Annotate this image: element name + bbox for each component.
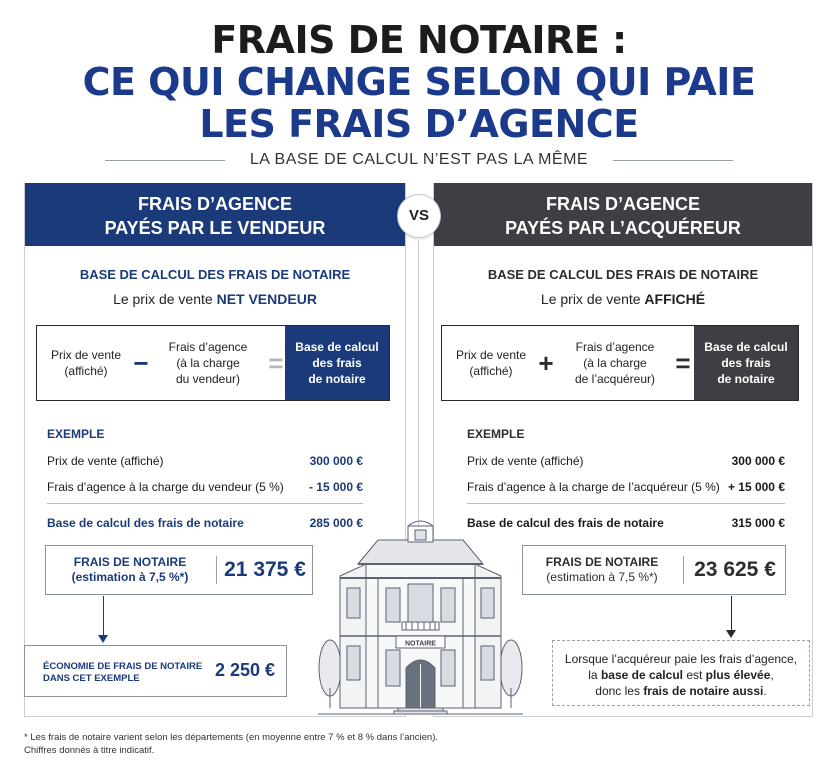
buyer-header-line1: FRAIS D’AGENCE bbox=[545, 194, 700, 214]
seller-arrow-line bbox=[103, 596, 104, 636]
row-label: Prix de vente (affiché) bbox=[47, 454, 164, 468]
row-label: Frais d’agence à la charge de l’acquéreur (5 %) bbox=[467, 480, 720, 494]
vs-badge: VS bbox=[397, 194, 441, 238]
row-label: Prix de vente (affiché) bbox=[467, 454, 584, 468]
seller-total-rule bbox=[47, 503, 363, 504]
savings-label-l2: DANS CET EXEMPLE bbox=[43, 673, 140, 684]
footnote-line-1: * Les frais de notaire varient selon les départements (en moyenne entre 7 % et 8 % dans l’ancien). bbox=[24, 732, 439, 743]
seller-header-line2: PAYÉS PAR LE VENDEUR bbox=[104, 218, 326, 238]
seller-formula-agency-l2: (à la charge bbox=[176, 356, 240, 370]
seller-result-l2: des frais bbox=[312, 356, 362, 370]
row-label: Base de calcul des frais de notaire bbox=[467, 516, 664, 530]
note-line-2 bbox=[553, 667, 809, 683]
savings-label-l1: ÉCONOMIE DE FRAIS DE NOTAIRE bbox=[43, 661, 203, 672]
buyer-row-price bbox=[467, 454, 785, 470]
footnote bbox=[24, 731, 438, 757]
row-value: + 15 000 € bbox=[727, 480, 785, 494]
seller-base-sub-bold: NET VENDEUR bbox=[216, 291, 317, 307]
plus-operator: + bbox=[538, 347, 554, 378]
buyer-example-title: EXEMPLE bbox=[467, 427, 525, 441]
buyer-formula-result bbox=[694, 326, 798, 400]
seller-result-l3: de notaire bbox=[308, 372, 366, 386]
seller-example-title: EXEMPLE bbox=[47, 427, 105, 441]
buyer-formula-price-l2: (affiché) bbox=[469, 364, 513, 378]
buyer-base-sub-prefix: Le prix de vente bbox=[540, 291, 645, 307]
note-l2-prefix: la bbox=[588, 668, 601, 682]
seller-arrow-head bbox=[98, 635, 108, 643]
row-label: Frais d’agence à la charge du vendeur (5 %) bbox=[47, 480, 284, 494]
seller-formula-price bbox=[41, 326, 131, 400]
buyer-notary-fees-box bbox=[522, 545, 786, 595]
seller-notary-fees-box bbox=[45, 545, 313, 595]
buyer-row-agency bbox=[467, 480, 785, 496]
buyer-base-sub-bold: AFFICHÉ bbox=[644, 291, 706, 307]
buyer-result-l2: des frais bbox=[721, 356, 771, 370]
note-line-3 bbox=[553, 683, 809, 699]
buyer-formula-agency-l1: Frais d’agence bbox=[575, 340, 655, 354]
row-label: Base de calcul des frais de notaire bbox=[47, 516, 244, 530]
buyer-arrow-line bbox=[731, 596, 732, 630]
seller-fees-label-l2: (estimation à 7,5 %*) bbox=[71, 570, 189, 584]
seller-formula-result bbox=[285, 326, 389, 400]
seller-base-subtitle bbox=[25, 291, 405, 307]
row-value: 285 000 € bbox=[309, 516, 363, 530]
seller-fees-value: 21 375 € bbox=[224, 558, 306, 581]
row-value: - 15 000 € bbox=[308, 480, 363, 494]
title-line-3: LES FRAIS D’AGENCE bbox=[199, 102, 639, 146]
buyer-formula-agency bbox=[558, 326, 672, 400]
minus-operator: − bbox=[133, 347, 149, 378]
buyer-result-l1: Base de calcul bbox=[704, 340, 788, 354]
seller-formula-price-l2: (affiché) bbox=[64, 364, 108, 378]
seller-row-price bbox=[47, 454, 363, 470]
equals-operator: = bbox=[675, 347, 691, 378]
savings-box bbox=[24, 645, 287, 697]
seller-formula-agency-l3: du vendeur) bbox=[175, 372, 241, 386]
note-l2-bold2: plus élevée bbox=[705, 668, 771, 682]
seller-row-total bbox=[47, 516, 363, 532]
buyer-formula bbox=[441, 325, 799, 401]
buyer-formula-agency-l2: (à la charge bbox=[583, 356, 647, 370]
seller-formula-price-l1: Prix de vente bbox=[50, 348, 122, 362]
note-line-1: Lorsque l’acquéreur paie les frais d’agence, bbox=[564, 652, 798, 666]
seller-base-sub-prefix: Le prix de vente bbox=[113, 291, 217, 307]
row-value: 300 000 € bbox=[731, 454, 785, 468]
seller-formula-agency-l1: Frais d’agence bbox=[168, 340, 248, 354]
buyer-result-l3: de notaire bbox=[717, 372, 775, 386]
seller-result-l1: Base de calcul bbox=[295, 340, 379, 354]
footnote-line-2: Chiffres donnés à titre indicatif. bbox=[24, 745, 155, 756]
buyer-header-line2: PAYÉS PAR L’ACQUÉREUR bbox=[505, 218, 741, 238]
buyer-formula-agency-l3: de l’acquéreur) bbox=[574, 372, 656, 386]
buyer-total-rule bbox=[467, 503, 785, 504]
buyer-fees-label bbox=[523, 546, 681, 594]
buyer-base-title: BASE DE CALCUL DES FRAIS DE NOTAIRE bbox=[487, 267, 759, 282]
buyer-pays-header bbox=[434, 183, 812, 246]
note-l2-bold1: base de calcul bbox=[600, 668, 683, 682]
seller-formula bbox=[36, 325, 390, 401]
seller-row-agency bbox=[47, 480, 363, 496]
title-line-2: CE QUI CHANGE SELON QUI PAIE bbox=[82, 60, 756, 104]
row-value: 315 000 € bbox=[731, 516, 785, 530]
seller-fees-label-l1: FRAIS DE NOTAIRE bbox=[73, 555, 187, 569]
building-sign: NOTAIRE bbox=[405, 640, 436, 648]
buyer-fees-label-l2: (estimation à 7,5 %*) bbox=[546, 570, 658, 584]
equals-operator: = bbox=[268, 347, 284, 378]
note-l2-suffix: , bbox=[770, 668, 774, 682]
row-value: 300 000 € bbox=[309, 454, 363, 468]
buyer-base-subtitle bbox=[434, 291, 812, 307]
subtitle-text: LA BASE DE CALCUL N’EST PAS LA MÊME bbox=[242, 151, 596, 168]
buyer-note-box bbox=[552, 640, 810, 706]
notary-building-illustration bbox=[318, 518, 523, 718]
note-l3-prefix: donc les bbox=[595, 684, 644, 698]
buyer-formula-price bbox=[446, 326, 536, 400]
seller-header-line1: FRAIS D’AGENCE bbox=[137, 194, 292, 214]
buyer-fees-label-l1: FRAIS DE NOTAIRE bbox=[545, 555, 659, 569]
subtitle bbox=[105, 150, 733, 170]
title-line-1: FRAIS DE NOTAIRE : bbox=[211, 18, 627, 62]
buyer-fees-value: 23 625 € bbox=[694, 558, 776, 581]
note-l2-mid: est bbox=[682, 668, 706, 682]
buyer-formula-price-l1: Prix de vente bbox=[455, 348, 527, 362]
note-l3-bold: frais de notaire aussi bbox=[643, 684, 764, 698]
buyer-arrow-head bbox=[726, 630, 736, 638]
savings-value: 2 250 € bbox=[215, 660, 276, 680]
note-l3-suffix: . bbox=[763, 684, 767, 698]
savings-label bbox=[43, 661, 202, 685]
seller-pays-header bbox=[25, 183, 405, 246]
seller-fees-label bbox=[46, 546, 214, 594]
seller-formula-agency bbox=[153, 326, 263, 400]
seller-base-title: BASE DE CALCUL DES FRAIS DE NOTAIRE bbox=[79, 267, 351, 282]
